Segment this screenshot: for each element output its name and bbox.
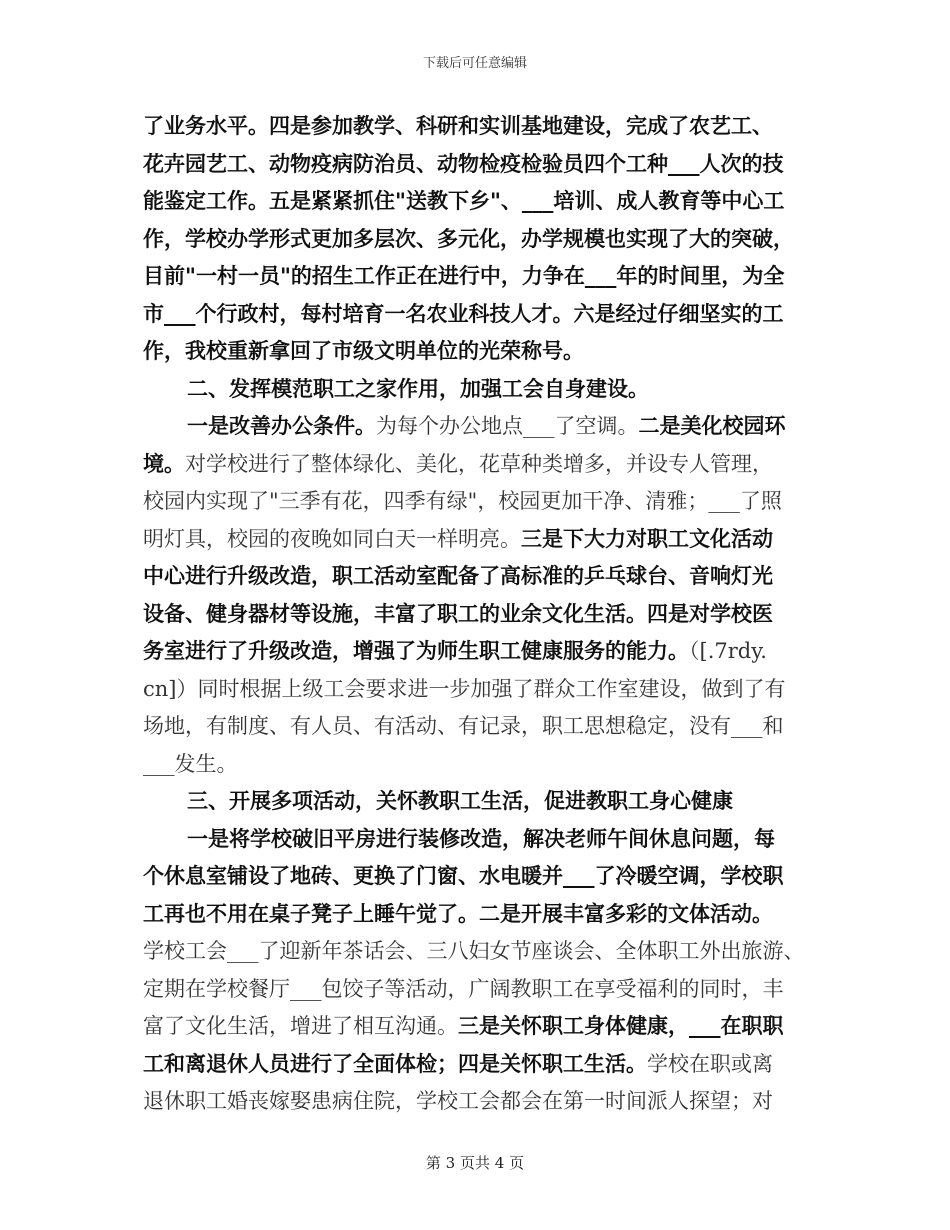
text-line: 了业务水平。四是参加教学、科研和实训基地建设，完成了农艺工、 (143, 114, 773, 138)
text-line: 场地，有制度、有人员、有活动、有记录，职工思想稳定，没有___和 (143, 714, 784, 738)
text-line: cn]）同时根据上级工会要求进一步加强了群众工作室建设，做到了有 (143, 676, 786, 701)
text-run: 增进了相互沟通。 (290, 1014, 458, 1038)
text-line: 学校工会___了迎新年茶话会、三八妇女节座谈会、全体职工外出旅游、 (143, 939, 805, 963)
text-line: 工再也不用在桌子凳子上睡午觉了。二是开展丰富多彩的文体活动。 (143, 901, 773, 926)
text-line: 作，学校办学形式更加多层次、多元化，办学规模也实现了大的突破， (143, 226, 794, 251)
text-run: 定期在学校餐厅___包饺子等活动，广阔教职工在享受福利的同时，丰 (143, 976, 784, 1001)
text-run: 学校在职或离 (647, 1051, 773, 1076)
text-line (143, 633, 823, 671)
text-line: 校园内实现了"三季有花，四季有绿"，校园更加干净、清雅；___了照 (143, 489, 782, 513)
text-run: 三是关怀职工身体健康，___在职职 (458, 1014, 784, 1038)
document-body (143, 108, 823, 1121)
text-line: 个休息室铺设了地砖、更换了门窗、水电暖并___了冷暖空调，学校职 (143, 864, 784, 888)
text-run: 一是改善办公条件。 (187, 414, 376, 438)
text-line (143, 521, 823, 559)
text-line: 作，我校重新拿回了市级文明单位的光荣称号。 (143, 339, 584, 363)
text-line: 花卉园艺工、动物疫病防治员、动物检疫检验员四个工种___人次的技 (143, 151, 784, 176)
page-header: 下载后可任意编辑 (422, 56, 527, 71)
text-line: 一是将学校破旧平房进行装修改造，解决老师午间休息问题，每 (187, 826, 775, 851)
page-footer: 第 3 页共 4 页 (425, 1154, 525, 1172)
text-line: 退休职工婚丧嫁娶患病住院，学校工会都会在第一时间派人探望；对 (143, 1089, 773, 1113)
text-line: 中心进行升级改造，职工活动室配备了高标准的乒乓球台、音响灯光 (143, 564, 773, 588)
text-run: 富了文化生活， (143, 1014, 290, 1038)
text-run: 三是下大力对职工文化活动 (521, 526, 773, 551)
text-run: 工和离退休人员进行了全面体检；四是关怀职工生活。 (143, 1051, 647, 1076)
text-line: 市___个行政村，每村培育一名农业科技人才。六是经过仔细坚实的工 (143, 301, 784, 326)
text-run: 境。 (143, 451, 185, 476)
text-run: 二是美化校园环 (638, 414, 786, 438)
text-run: 务室进行了升级改造，增强了为师生职工健康服务的能力。 (143, 639, 689, 663)
section-heading: 二、发挥模范职工之家作用，加强工会自身建设。 (187, 376, 649, 401)
text-line (143, 446, 823, 484)
text-line (143, 971, 823, 1009)
text-line (143, 408, 823, 446)
text-line: 能鉴定工作。五是紧紧抓住"送教下乡"、___培训、成人教育等中心工 (143, 189, 785, 213)
text-run: 为每个办公地点___了空调。 (376, 414, 639, 438)
section-heading: 三、开展多项活动，关怀教职工生活，促进教职工身心健康 (187, 789, 733, 813)
text-run: 对学校进行了整体绿化、美化，花草种类增多，并设专人管理， (185, 451, 773, 476)
text-line (143, 1046, 823, 1084)
text-line: 目前"一村一员"的招生工作正在进行中，力争在___年的时间里，为全 (143, 264, 785, 288)
text-line (143, 1008, 823, 1046)
text-run: （[.7rdy. (689, 639, 767, 663)
text-run: 明灯具，校园的夜晚如同白天一样明亮。 (143, 526, 521, 551)
text-line: 设备、健身器材等设施，丰富了职工的业余文化生活。四是对学校医 (143, 601, 773, 626)
text-line: ___发生。 (143, 751, 238, 776)
